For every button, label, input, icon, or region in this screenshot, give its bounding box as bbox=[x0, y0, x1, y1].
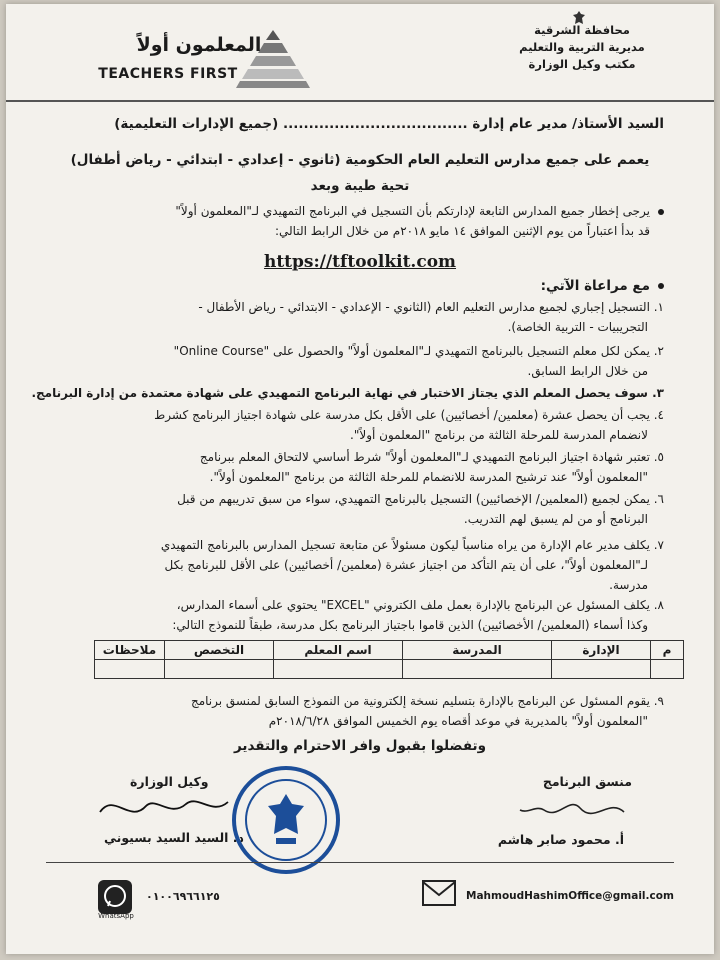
column-header-specialty: التخصص bbox=[165, 641, 274, 660]
footer-divider bbox=[46, 862, 674, 863]
item-6-line-2: البرنامج أو من لم يسبق لهم التدريب. bbox=[463, 512, 648, 526]
mail-icon bbox=[422, 880, 456, 906]
item-7-line-3: مدرسة. bbox=[609, 578, 648, 592]
table-row bbox=[95, 660, 684, 679]
circulation-line: يعمم على جميع مدارس التعليم العام الحكومية (ثانوي - إعدادي - ابتدائي - رياض أطفال) bbox=[70, 152, 650, 168]
whatsapp-label: WhatsApp bbox=[98, 912, 134, 920]
item-4-line-1: ٤. يجب أن يحصل عشرة (معلمين/ أخصائيين) على الأقل بكل مدرسة على شهادة اجتياز البرنامج كشرط bbox=[154, 408, 664, 422]
table-cell bbox=[274, 660, 403, 679]
table-cell bbox=[95, 660, 165, 679]
schools-form-table bbox=[94, 640, 684, 679]
column-header-notes: ملاحظات bbox=[95, 641, 165, 660]
logo-english: TEACHERS FIRST bbox=[98, 66, 238, 82]
document-page bbox=[6, 4, 714, 954]
item-8-line-2: وكذا أسماء (المعلمين/ الأخصائيين) الذين قاموا باجتياز البرنامج بكل مدرسة، طبقاً للنموذج التالي: bbox=[172, 618, 648, 632]
contact-email: MahmoudHashimOffice@gmail.com bbox=[466, 890, 674, 902]
column-header-teacher-name: اسم المعلم bbox=[274, 641, 403, 660]
item-5-line-2: "المعلمون أولاً" عند ترشيح المدرسة للانضمام للمرحلة الثالثة من برنامج "المعلمون أولاً". bbox=[209, 470, 648, 484]
undersecretary-title: وكيل الوزارة bbox=[130, 774, 209, 789]
item-2-line-1: ٢. يمكن لكل معلم التسجيل بالبرنامج التمهيدي لـ"المعلمون أولاً" والحصول على "Online Course" bbox=[173, 344, 664, 358]
column-header-number: م bbox=[651, 641, 684, 660]
governorate-line: محافظة الشرقية bbox=[534, 23, 630, 37]
directorate-line: مديرية التربية والتعليم bbox=[519, 40, 645, 54]
item-7-line-2: لـ"المعلمون أولاً"، على أن يتم التأكد من اجتياز عشرة (معلمين/ أخصائيين) على الأقل للبرنامج بكل bbox=[164, 558, 648, 572]
coordinator-name: أ. محمود صابر هاشم bbox=[497, 832, 624, 847]
government-header bbox=[512, 22, 652, 73]
notes-heading: مع مراعاة الآتي: bbox=[56, 278, 664, 294]
item-6-line-1: ٦. يمكن لجميع (المعلمين/ الإخصائيين) التسجيل بالبرنامج التمهيدي، سواء من سبق تدريبهم من قبل bbox=[177, 492, 664, 506]
table-cell bbox=[403, 660, 552, 679]
column-header-administration: الإدارة bbox=[552, 641, 651, 660]
intro-line-2: قد بدأ اعتباراً من يوم الإثنين الموافق ١٤ مايو ٢٠١٨م من خلال الرابط التالي: bbox=[274, 224, 650, 238]
greeting-line: تحية طيبة وبعد bbox=[310, 178, 410, 194]
closing-line: وتفضلوا بقبول وافر الاحترام والتقدير bbox=[233, 738, 487, 754]
coordinator-title: منسق البرنامج bbox=[542, 774, 632, 789]
column-header-school: المدرسة bbox=[403, 641, 552, 660]
intro-line-1: يرجى إخطار جميع المدارس التابعة لإدارتكم بأن التسجيل في البرنامج التمهيدي لـ"المعلمون أولاً" bbox=[56, 204, 664, 218]
item-5-line-1: ٥. تعتبر شهادة اجتياز البرنامج التمهيدي لـ"المعلمون أولاً" شرط أساسي لالتحاق المعلم ببرنامج bbox=[199, 450, 664, 464]
official-stamp-icon bbox=[230, 764, 342, 876]
item-2-line-2: من خلال الرابط السابق. bbox=[527, 364, 648, 378]
table-cell bbox=[165, 660, 274, 679]
item-9-line-2: "المعلمون أولاً" بالمديرية في موعد أقصاه يوم الخميس الموافق ٢٠١٨/٦/٢٨م bbox=[268, 714, 648, 728]
item-1-line-2: التجريبيات - التربية الخاصة). bbox=[507, 320, 648, 334]
header-divider bbox=[6, 100, 714, 102]
item-4-line-2: لانضمام المدرسة للمرحلة الثالثة من برنامج "المعلمون أولاً". bbox=[350, 428, 648, 442]
office-line: مكتب وكيل الوزارة bbox=[528, 57, 636, 71]
item-8-line-1: ٨. يكلف المسئول عن البرنامج بالإدارة بعمل ملف الكتروني "EXCEL" يحتوي على أسماء المدارس، bbox=[176, 598, 664, 612]
item-3-line-1: ٣. سوف يحصل المعلم الذي يجتاز الاختبار في نهاية البرنامج التمهيدي على شهادة معتمدة من إدارة البرنامج. bbox=[31, 386, 664, 400]
bullet-icon bbox=[658, 283, 664, 289]
bullet-icon bbox=[658, 209, 664, 215]
table-cell bbox=[651, 660, 684, 679]
contact-phone: ٠١٠٠٦٩٦٦١٢٥ bbox=[146, 890, 220, 903]
whatsapp-icon bbox=[98, 880, 132, 914]
table-cell bbox=[552, 660, 651, 679]
registration-link[interactable]: https://tftoolkit.com bbox=[263, 252, 457, 272]
undersecretary-name: د. السيد السيد بسيوني bbox=[104, 830, 244, 845]
addressee-line: السيد الأستاذ/ مدير عام إدارة .................................... (جميع الإدارات التعليمية) bbox=[114, 116, 664, 132]
undersecretary-signature-icon bbox=[94, 788, 234, 828]
table-header-row bbox=[95, 641, 684, 660]
item-9-line-1: ٩. يقوم المسئول عن البرنامج بالإدارة بتسليم نسخة إلكترونية من النموذج السابق لمنسق برنامج bbox=[190, 694, 664, 708]
coordinator-signature-icon bbox=[514, 790, 634, 830]
item-7-line-1: ٧. يكلف مدير عام الإدارة من يراه مناسباً ليكون مسئولاً عن متابعة تسجيل المدارس بالبرنامج التمهيدي bbox=[160, 538, 664, 552]
logo-arabic: المعلمون أولاً bbox=[136, 34, 262, 56]
item-1-line-1: ١. التسجيل إجباري لجميع مدارس التعليم العام (الثانوي - الإعدادي - الابتدائي - رياض الأطفال - bbox=[198, 300, 664, 314]
